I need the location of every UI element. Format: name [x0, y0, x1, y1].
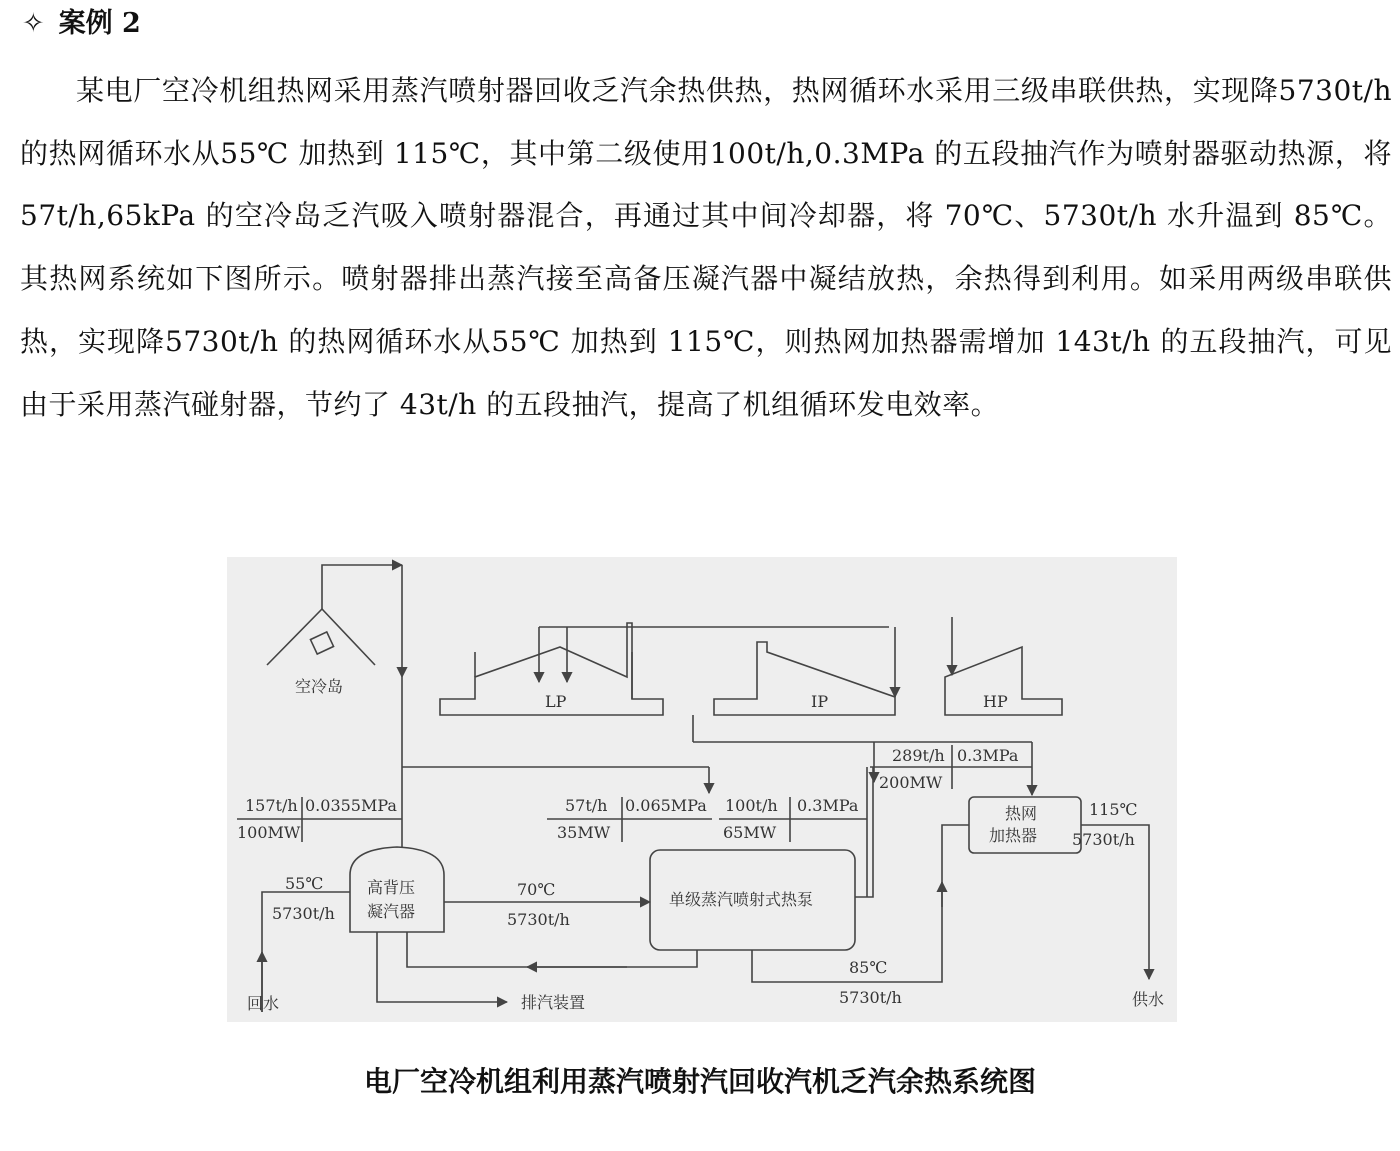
- condenser-label-line1: 高背压: [367, 878, 416, 897]
- body-paragraph: 某电厂空冷机组热网采用蒸汽喷射器回收乏汽余热供热，热网循环水采用三级串联供热，实现降5730t/h 的热网循环水从55℃ 加热到 115℃，其中第二级使用100t/h,0.3MPa 的五段抽汽作为喷射器驱动热源，将57t/h,65kPa 的空冷岛乏汽吸入喷射器混合，再通过其中间冷却器，将 70℃、5730t/h 水升温到 85℃。其热网系统如下图所示。喷射器排出蒸汽接至高备压凝汽器中凝结放热，余热得到利用。如采用两级串联供热，实现降5730t/h 的热网循环水从55℃ 加热到 115℃，则热网加热器需增加 143t/h 的五段抽汽，可见由于采用蒸汽碰射器，节约了 43t/h 的五段抽汽，提高了机组循环发电效率。: [20, 74, 1392, 421]
- system-diagram: [227, 557, 1177, 1022]
- steam-289-power: 200MW: [879, 773, 943, 792]
- mid-temp: 70℃: [517, 880, 556, 899]
- inlet-flow: 5730t/h: [272, 904, 335, 923]
- return-water-label: 回水: [247, 994, 280, 1013]
- steam-100-flow: 100t/h: [725, 796, 778, 815]
- inlet-temp: 55℃: [285, 874, 324, 893]
- mid-flow: 5730t/h: [507, 910, 570, 929]
- steam-57-power: 35MW: [557, 823, 611, 842]
- steam-157-flow: 157t/h: [245, 796, 298, 815]
- steam-157-power: 100MW: [237, 823, 301, 842]
- lp-label: LP: [545, 692, 567, 711]
- exhaust-device-label: 排汽装置: [521, 993, 586, 1012]
- supply-water-label: 供水: [1132, 990, 1165, 1009]
- air-cooling-island-fan: [310, 632, 333, 654]
- steam-57-pressure: 0.065MPa: [625, 796, 707, 815]
- body-paragraph-block: [20, 60, 1392, 436]
- steam-100-pressure: 0.3MPa: [797, 796, 859, 815]
- figure-caption: 电厂空冷机组利用蒸汽喷射汽回收汽机乏汽余热系统图: [363, 1065, 1036, 1098]
- heat-pump-label: 单级蒸汽喷射式热泵: [669, 890, 814, 909]
- diamond-star-icon: ✧: [22, 8, 45, 39]
- post-pump-temp: 85℃: [849, 958, 888, 977]
- post-pump-flow: 5730t/h: [839, 988, 902, 1007]
- steam-157-pressure: 0.0355MPa: [305, 796, 397, 815]
- steam-289-flow: 289t/h: [892, 746, 945, 765]
- ip-label: IP: [811, 692, 829, 711]
- steam-57-flow: 57t/h: [565, 796, 608, 815]
- supply-flow: 5730t/h: [1072, 830, 1135, 849]
- heater-label-line1: 热网: [1005, 804, 1038, 823]
- supply-temp: 115℃: [1089, 800, 1138, 819]
- condenser-label-line2: 凝汽器: [367, 902, 416, 921]
- case-title: 案例 2: [58, 8, 141, 39]
- hp-label: HP: [983, 692, 1008, 711]
- ip-turbine-shape: [714, 642, 895, 715]
- heater-label-line2: 加热器: [989, 826, 1038, 845]
- air-cooling-island-roof: [267, 609, 375, 665]
- air-cooling-island-label: 空冷岛: [295, 677, 344, 696]
- steam-289-pressure: 0.3MPa: [957, 746, 1019, 765]
- case-heading: [22, 4, 141, 44]
- steam-100-power: 65MW: [723, 823, 777, 842]
